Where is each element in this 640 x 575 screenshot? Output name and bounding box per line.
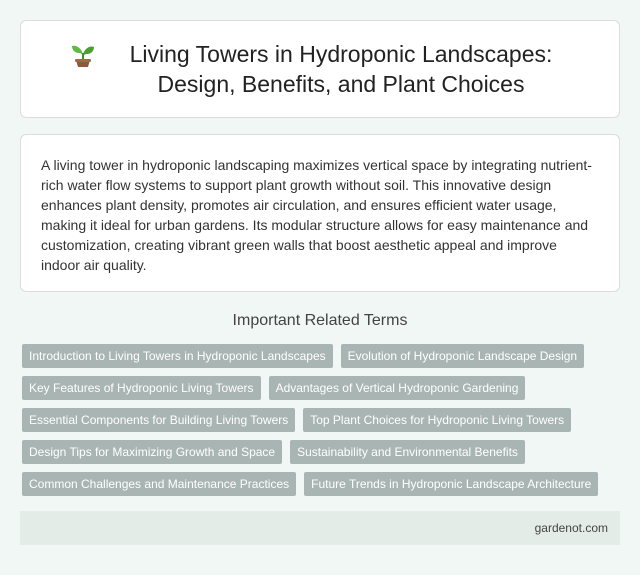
summary-card bbox=[20, 134, 620, 292]
term-tag[interactable]: Evolution of Hydroponic Landscape Design bbox=[341, 344, 584, 368]
term-tag[interactable]: Key Features of Hydroponic Living Towers bbox=[22, 376, 261, 400]
footer-bar bbox=[20, 511, 620, 545]
term-tag[interactable]: Advantages of Vertical Hydroponic Gardening bbox=[269, 376, 526, 400]
footer-site-name[interactable]: gardenot.com bbox=[534, 521, 608, 535]
term-tag[interactable]: Essential Components for Building Living Towers bbox=[22, 408, 295, 432]
related-terms-heading: Important Related Terms bbox=[232, 312, 408, 329]
term-tag[interactable]: Introduction to Living Towers in Hydroponic Landscapes bbox=[22, 344, 333, 368]
sprout-icon bbox=[69, 41, 97, 69]
title-wrap bbox=[69, 39, 571, 99]
term-tag[interactable]: Top Plant Choices for Hydroponic Living Towers bbox=[303, 408, 571, 432]
page-title: Living Towers in Hydroponic Landscapes: Design, Benefits, and Plant Choices bbox=[129, 41, 553, 97]
term-tag[interactable]: Design Tips for Maximizing Growth and Space bbox=[22, 440, 282, 464]
term-tag[interactable]: Sustainability and Environmental Benefits bbox=[290, 440, 525, 464]
summary-text: A living tower in hydroponic landscaping maximizes vertical space by integrating nutrient-rich water flow systems to support plant growth without soil. This innovative design enhances plant density, promotes air circulation, and ensures efficient water usage, making it ideal for urban gardens. Its modular structure allows for easy maintenance and customization, creating vibrant green walls that boost aesthetic appeal and improve indoor air quality. bbox=[41, 157, 592, 273]
related-terms-list bbox=[22, 344, 620, 496]
term-tag[interactable]: Common Challenges and Maintenance Practices bbox=[22, 472, 296, 496]
header-card bbox=[20, 20, 620, 118]
term-tag[interactable]: Future Trends in Hydroponic Landscape Architecture bbox=[304, 472, 598, 496]
